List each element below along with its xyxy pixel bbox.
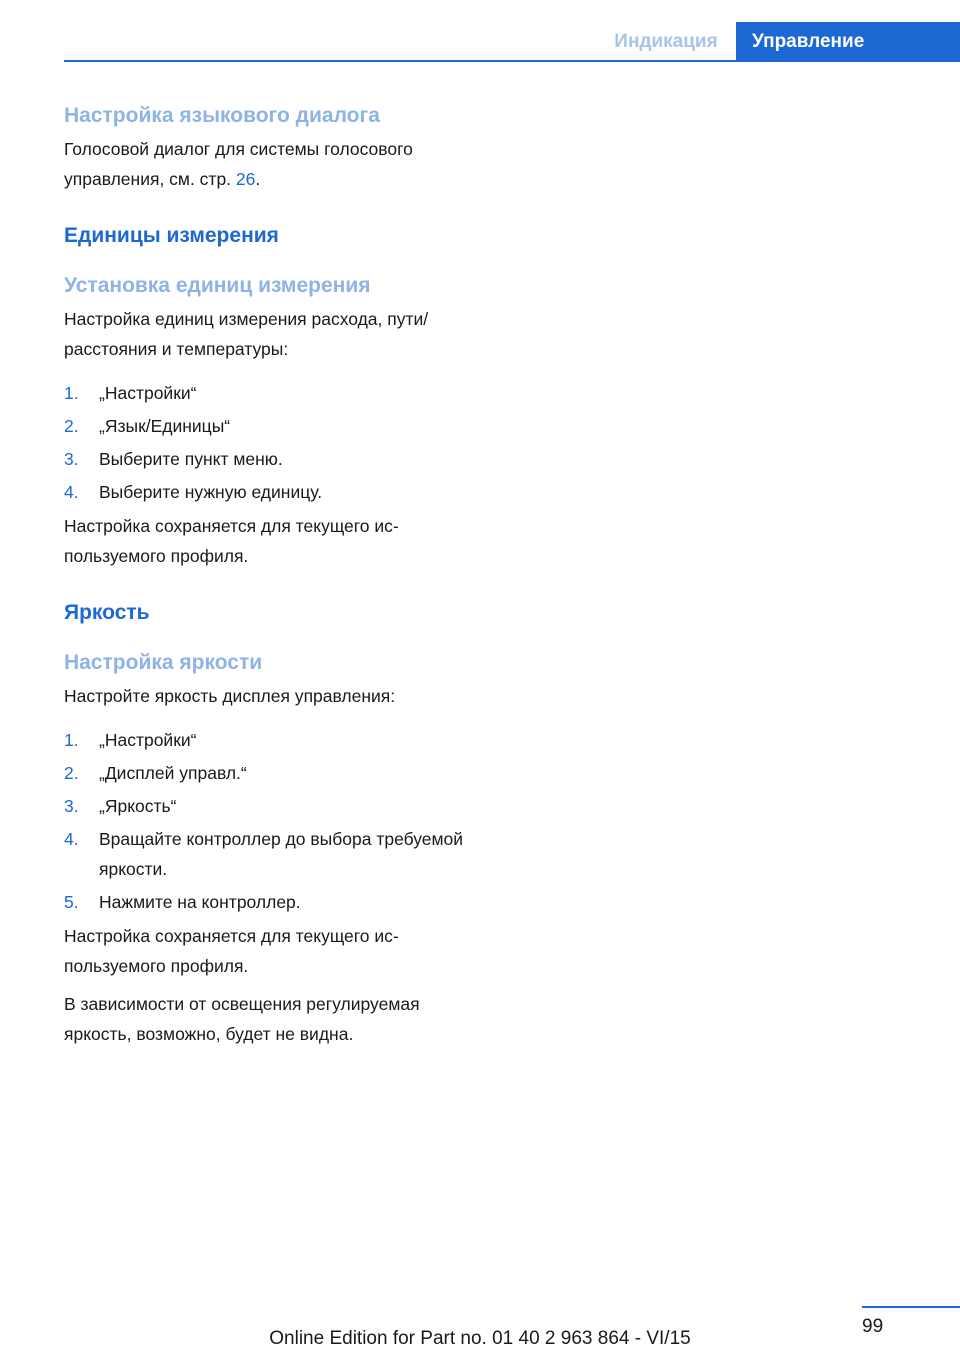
list-item [64,887,484,917]
list-item [64,477,484,507]
units-intro: Настройка единиц измерения расхода, пути/расстояния и температуры: [64,309,429,359]
language-dialog-heading: Настройка языкового диалога [64,104,380,127]
list-item [64,411,484,441]
header-rule [64,60,960,62]
step-text: „Дисплей управл.“ [99,763,247,783]
step-number: 1. [64,730,79,750]
step-number: 5. [64,892,79,912]
brightness-setup-heading: Настройка яркости [64,651,263,674]
step-text: „Настройки“ [99,383,197,403]
page-number: 99 [862,1316,884,1337]
step-text: Вращайте контроллер до выбора требуемой яркости. [99,829,464,879]
list-item [64,824,484,884]
tab-indication[interactable]: Индикация [614,31,718,52]
units-setup-heading: Установка единиц измерения [64,274,371,297]
list-item [64,758,484,788]
brightness-steps [64,725,484,917]
brightness-intro: Настройте яркость дисплея управления: [64,686,396,706]
step-text: Выберите нужную единицу. [99,482,323,502]
step-number: 2. [64,416,79,436]
brightness-heading: Яркость [64,601,150,624]
step-number: 4. [64,482,79,502]
tab-controls[interactable]: Управление [736,22,960,62]
main-column [64,100,484,1049]
page-reference-link[interactable]: 26 [235,169,256,189]
edition-footer: Online Edition for Part no. 01 40 2 963 864 - VI/15 [269,1328,691,1349]
list-item [64,791,484,821]
units-steps [64,378,484,507]
language-dialog-text-body: Голосовой диалог для системы голосового управления, см. стр. [64,139,413,189]
brightness-visibility-note: В зависимости от освещения регулируемая яркость, возможно, будет не видна. [64,994,420,1044]
step-text: „Яркость“ [99,796,177,816]
brightness-note: Настройка сохраняется для текущего используемого профиля. [64,926,399,976]
step-number: 1. [64,383,79,403]
units-note: Настройка сохраняется для текущего используемого профиля. [64,516,399,566]
list-item [64,725,484,755]
language-dialog-text-end: . [255,169,261,189]
footer-rule [862,1306,960,1308]
language-dialog-text [64,134,484,194]
step-text: „Язык/Единицы“ [99,416,231,436]
step-number: 3. [64,796,79,816]
step-text: Выберите пункт меню. [99,449,283,469]
step-text: Нажмите на контроллер. [99,892,301,912]
step-number: 4. [64,829,79,849]
step-number: 3. [64,449,79,469]
step-number: 2. [64,763,79,783]
step-text: „Настройки“ [99,730,197,750]
list-item [64,378,484,408]
list-item [64,444,484,474]
units-heading: Единицы измерения [64,224,279,247]
